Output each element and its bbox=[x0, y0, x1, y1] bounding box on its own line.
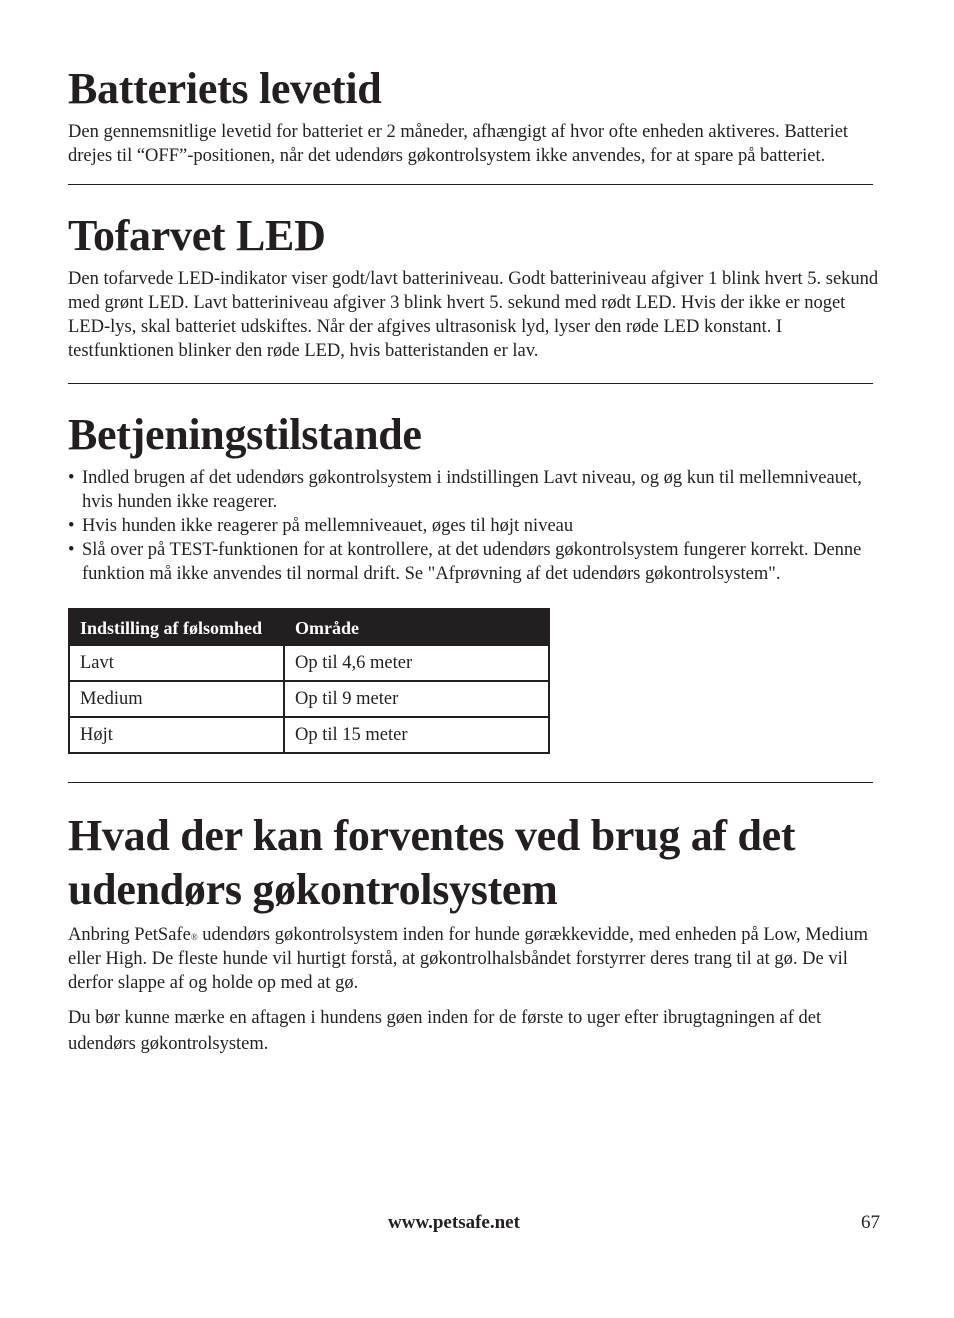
footer-website: www.petsafe.net bbox=[388, 1212, 520, 1233]
bullet-marker: • bbox=[68, 468, 75, 488]
registered-mark: ® bbox=[190, 932, 198, 942]
table-row bbox=[69, 681, 549, 717]
table-cell-setting: Højt bbox=[69, 717, 284, 753]
section-divider bbox=[68, 383, 873, 384]
bullet-marker: • bbox=[68, 540, 75, 560]
modes-heading: Betjeningstilstande bbox=[68, 410, 422, 459]
battery-paragraph: Den gennemsnitlige levetid for batteriet er 2 måneder, afhængigt af hvor ofte enheden aktiveres. Batteriet drejes til “OFF”-positionen, når det udendørs gøkontrolsystem ikke anvendes, for at spare på batteriet. bbox=[68, 122, 849, 166]
page-content bbox=[68, 64, 888, 1057]
table-row bbox=[69, 645, 549, 681]
battery-heading: Batteriets levetid bbox=[68, 64, 382, 113]
list-item: • Hvis hunden ikke reagerer på mellemniveauet, øges til højt niveau bbox=[68, 516, 574, 536]
table-header-range: Område bbox=[284, 609, 549, 645]
modes-bullet-list bbox=[68, 466, 884, 586]
table-row bbox=[69, 717, 549, 753]
sensitivity-table bbox=[68, 608, 550, 754]
section-divider bbox=[68, 184, 873, 185]
table-cell-range: Op til 15 meter bbox=[284, 717, 549, 753]
expect-heading: Hvad der kan forventes ved brug af det udendørs gøkontrolsystem bbox=[68, 811, 796, 914]
table-cell-setting: Lavt bbox=[69, 645, 284, 681]
table-header-sensitivity: Indstilling af følsomhed bbox=[69, 609, 284, 645]
expect-paragraph-1: Anbring PetSafe® udendørs gøkontrolsystem inden for hunde gørækkevidde, med enheden på Low, Medium eller High. De fleste hunde vil hurtigt forstå, at gøkontrolhalsbåndet forstyrrer deres trang til at gø. De vil derfor slappe af og holde op med at gø. bbox=[68, 925, 868, 993]
table-header-row bbox=[69, 609, 549, 645]
list-item: • Indled brugen af det udendørs gøkontrolsystem i indstillingen Lavt niveau, og øg kun til mellemniveauet, hvis hunden ikke reagerer. bbox=[68, 468, 862, 512]
led-heading: Tofarvet LED bbox=[68, 211, 326, 260]
expect-paragraph-2: Du bør kunne mærke en aftagen i hundens gøen inden for de første to uger efter ibrugtagningen af det udendørs gøkontrolsystem. bbox=[68, 1008, 822, 1054]
section-divider bbox=[68, 782, 873, 783]
page-number: 67 bbox=[861, 1212, 880, 1233]
led-paragraph: Den tofarvede LED-indikator viser godt/lavt batteriniveau. Godt batteriniveau afgiver 1 blink hvert 5. sekund med grønt LED. Lavt batteriniveau afgiver 3 blink hvert 5. sekund med rødt LED. Hvis der ikke er noget LED-lys, skal batteriet udskiftes. Når der afgives ultrasonisk lyd, lyser den røde LED konstant. I testfunktionen blinker den røde LED, hvis batteristanden er lav. bbox=[68, 269, 879, 361]
list-item: • Slå over på TEST-funktionen for at kontrollere, at det udendørs gøkontrolsystem fungerer korrekt. Denne funktion må ikke anvendes til normal drift. Se "Afprøvning af det udendørs gøkontrolsystem". bbox=[68, 540, 862, 584]
table-cell-range: Op til 9 meter bbox=[284, 681, 549, 717]
table-cell-setting: Medium bbox=[69, 681, 284, 717]
table-cell-range: Op til 4,6 meter bbox=[284, 645, 549, 681]
bullet-marker: • bbox=[68, 516, 75, 536]
